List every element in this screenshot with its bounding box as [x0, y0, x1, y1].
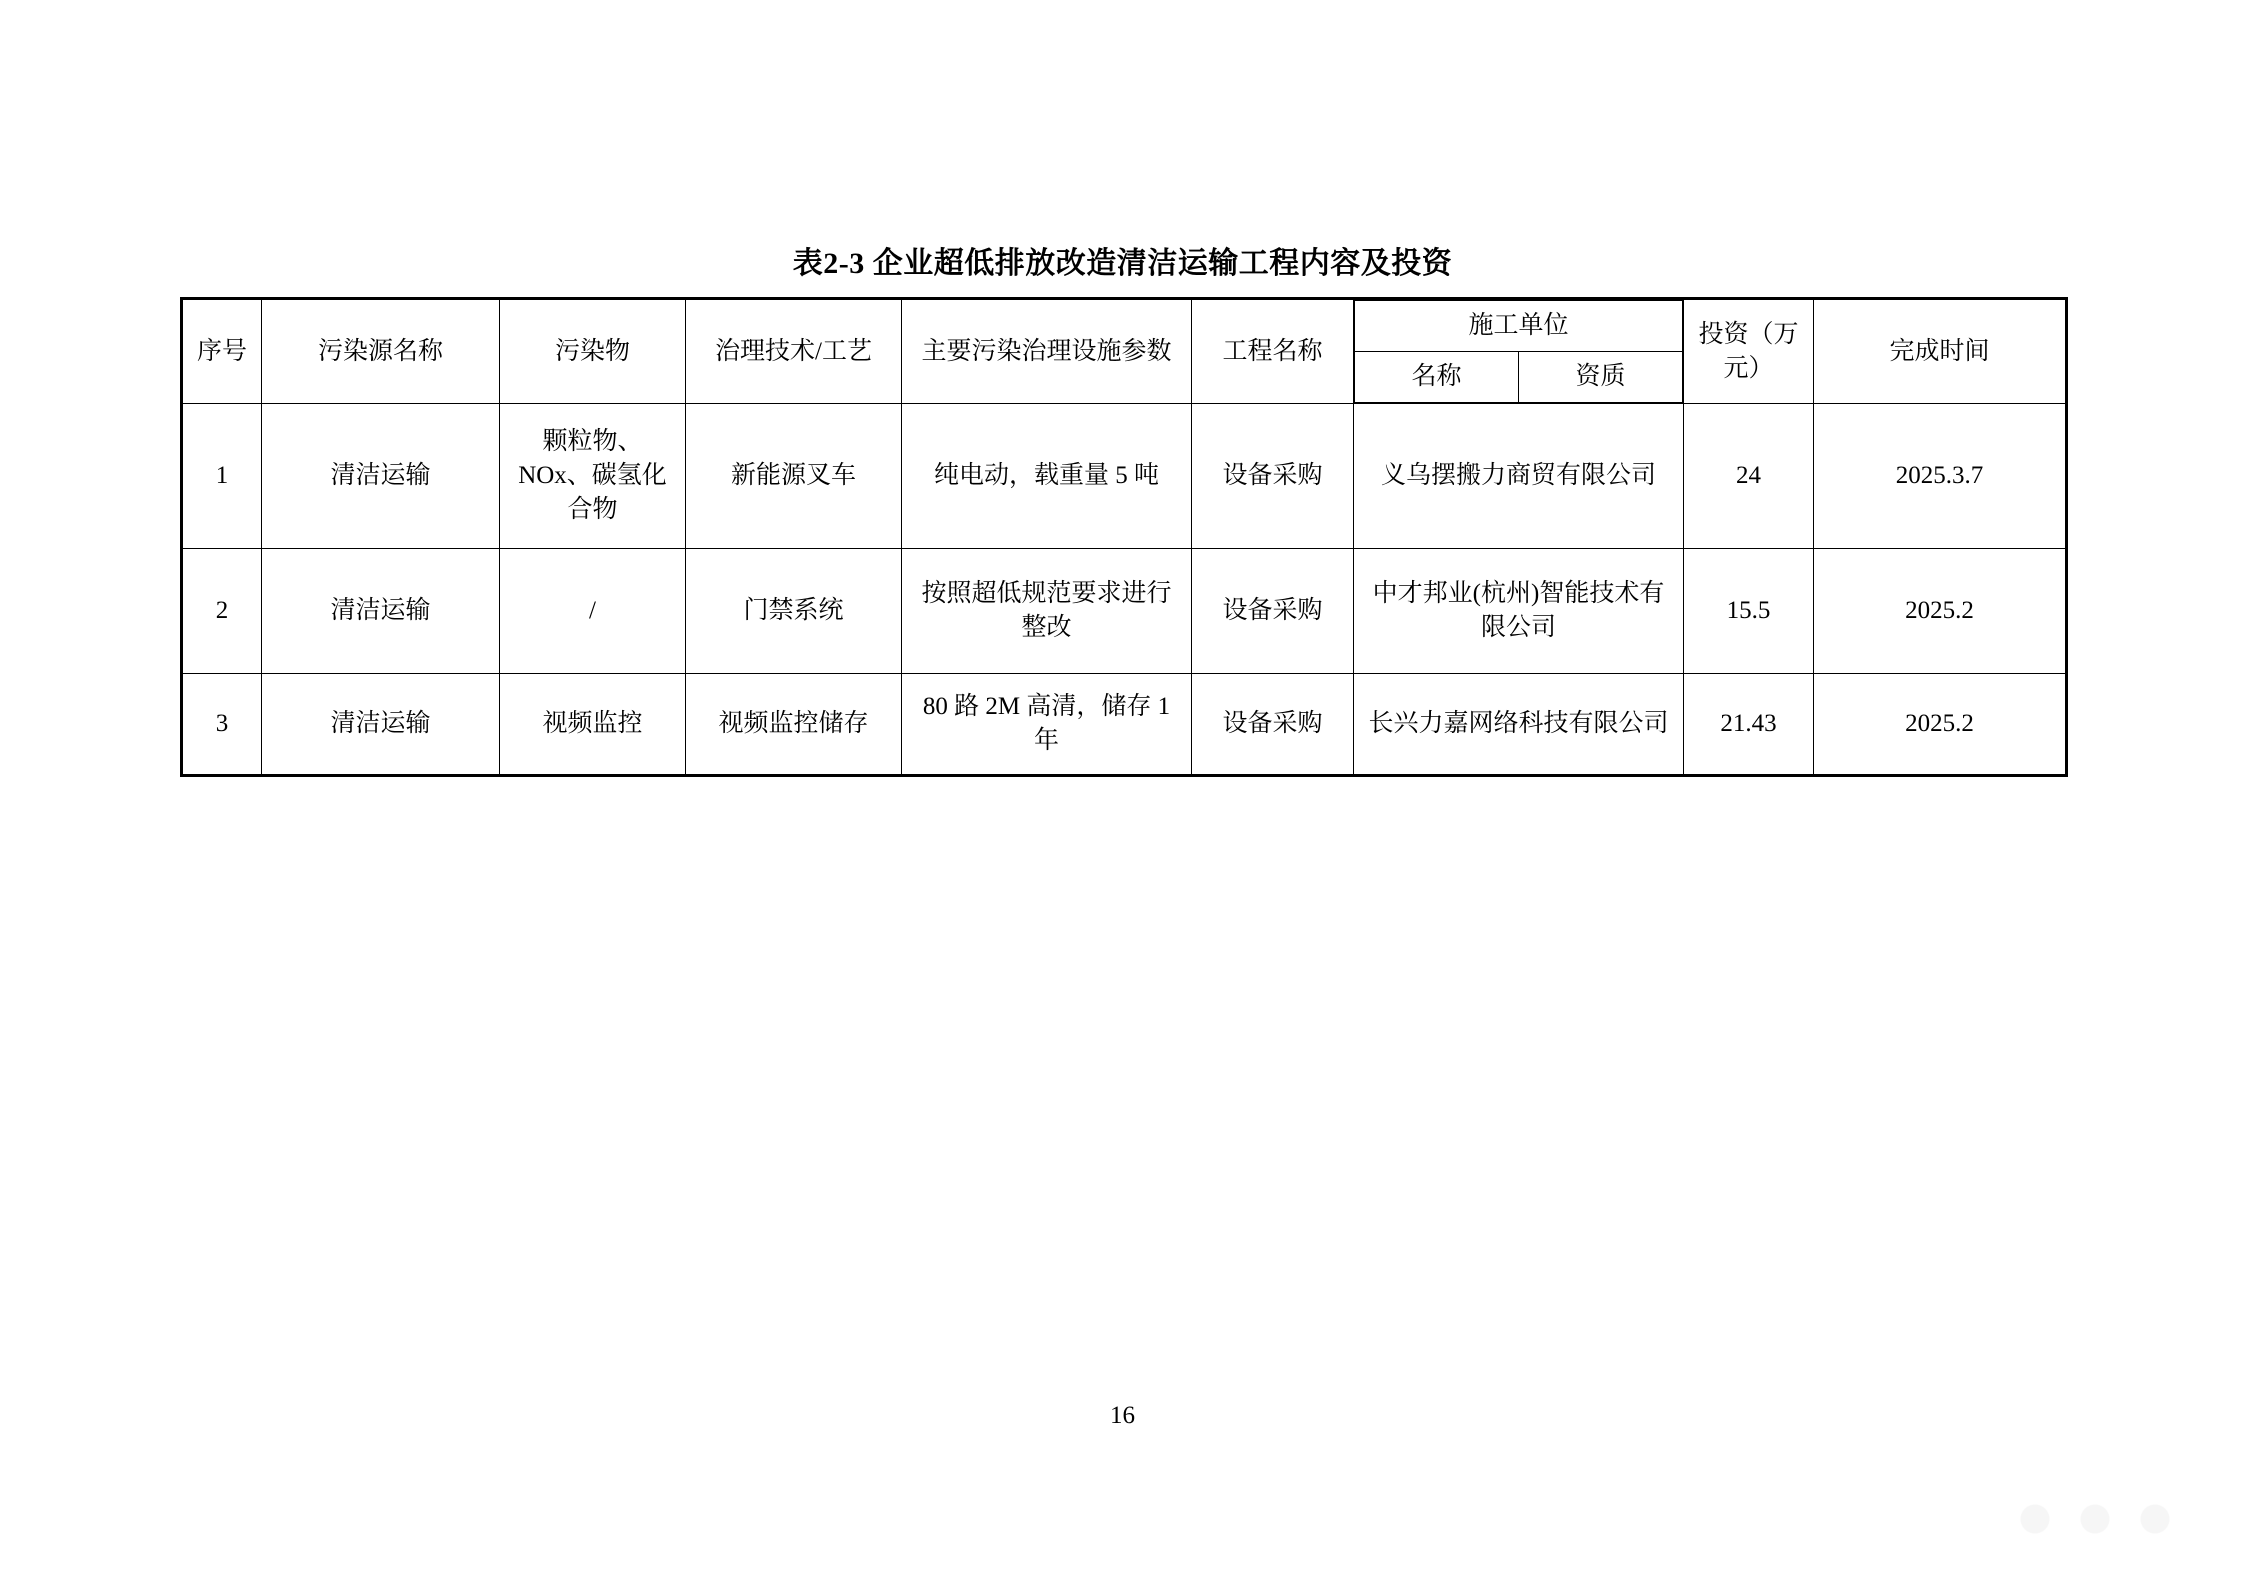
cell-construction-unit: 长兴力嘉网络科技有限公司 — [1354, 674, 1684, 776]
cell-seq: 1 — [182, 404, 262, 549]
cell-source-name: 清洁运输 — [262, 549, 500, 674]
table-row — [182, 404, 2067, 549]
table-row — [182, 549, 2067, 674]
cell-facility-params: 80 路 2M 高清，储存 1 年 — [902, 674, 1192, 776]
cell-source-name: 清洁运输 — [262, 404, 500, 549]
header-investment: 投资（万元） — [1684, 299, 1814, 404]
table-title: 表2-3 企业超低排放改造清洁运输工程内容及投资 — [792, 247, 1453, 280]
cell-seq: 3 — [182, 674, 262, 776]
cell-technology: 视频监控储存 — [686, 674, 902, 776]
cell-technology: 门禁系统 — [686, 549, 902, 674]
header-construction-unit-group — [1354, 299, 1684, 404]
header-technology: 治理技术/工艺 — [686, 299, 902, 404]
header-construction-unit: 施工单位 — [1355, 301, 1683, 352]
cell-completion-time: 2025.2 — [1814, 549, 2067, 674]
cell-pollutant: / — [500, 549, 686, 674]
header-facility-params: 主要污染治理设施参数 — [902, 299, 1192, 404]
watermark-logo — [2005, 1489, 2205, 1549]
cell-project-name: 设备采购 — [1192, 404, 1354, 549]
cell-completion-time: 2025.3.7 — [1814, 404, 2067, 549]
cell-pollutant: 视频监控 — [500, 674, 686, 776]
cell-investment: 15.5 — [1684, 549, 1814, 674]
header-seq: 序号 — [182, 299, 262, 404]
cell-facility-params: 按照超低规范要求进行整改 — [902, 549, 1192, 674]
cell-completion-time: 2025.2 — [1814, 674, 2067, 776]
cell-investment: 24 — [1684, 404, 1814, 549]
page-number: 16 — [1110, 1402, 1135, 1429]
cell-technology: 新能源叉车 — [686, 404, 902, 549]
cell-source-name: 清洁运输 — [262, 674, 500, 776]
header-project-name: 工程名称 — [1192, 299, 1354, 404]
header-source-name: 污染源名称 — [262, 299, 500, 404]
cell-investment: 21.43 — [1684, 674, 1814, 776]
cell-construction-unit: 中才邦业(杭州)智能技术有限公司 — [1354, 549, 1684, 674]
cell-seq: 2 — [182, 549, 262, 674]
engineering-investment-table — [180, 297, 2068, 777]
cell-facility-params: 纯电动，载重量 5 吨 — [902, 404, 1192, 549]
table-row — [182, 674, 2067, 776]
cell-project-name: 设备采购 — [1192, 674, 1354, 776]
table-header-row — [182, 299, 2067, 404]
cell-pollutant: 颗粒物、NOx、碳氢化合物 — [500, 404, 686, 549]
header-unit-name: 名称 — [1355, 352, 1519, 403]
header-completion-time: 完成时间 — [1814, 299, 2067, 404]
cell-project-name: 设备采购 — [1192, 549, 1354, 674]
cell-construction-unit: 义乌摆搬力商贸有限公司 — [1354, 404, 1684, 549]
header-unit-qualification: 资质 — [1519, 352, 1683, 403]
header-pollutant: 污染物 — [500, 299, 686, 404]
table-container — [180, 297, 2068, 777]
